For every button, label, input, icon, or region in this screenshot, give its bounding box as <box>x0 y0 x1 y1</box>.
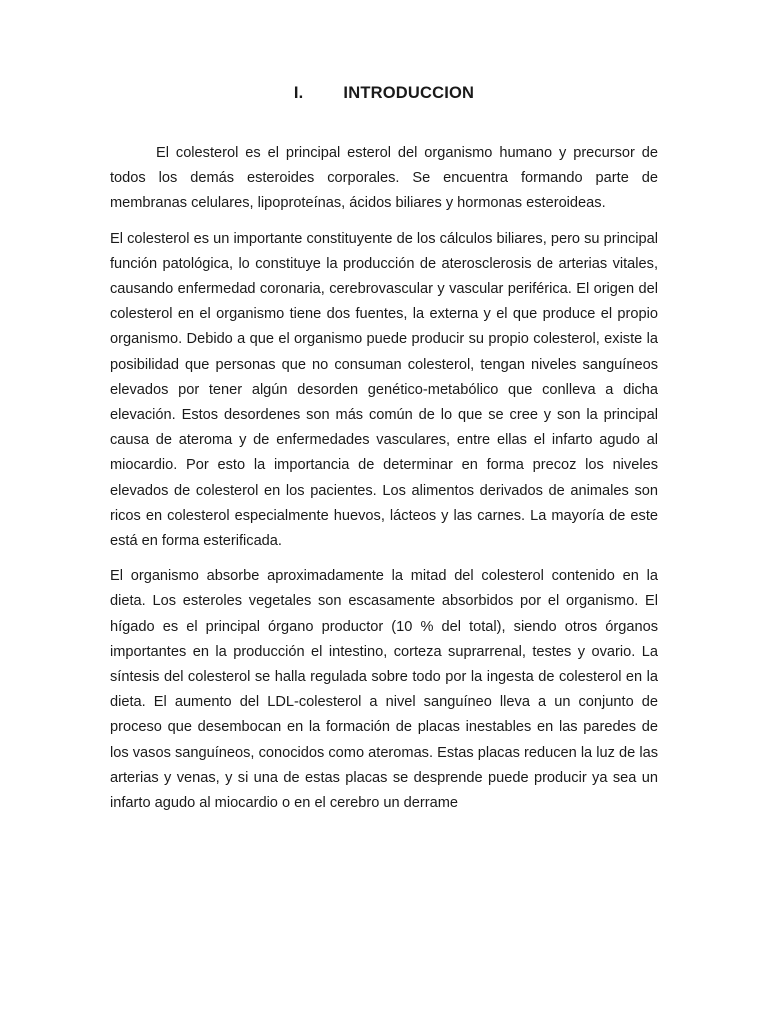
paragraph-1: El colesterol es el principal esterol del organismo humano y precursor de todos los demás esteroides corporales. Se encuentra formando parte de membranas celulares, lipoproteínas, ácidos biliares y hormonas esteroideas. <box>110 145 658 212</box>
section-number: I. <box>293 84 304 102</box>
section-title: INTRODUCCION <box>343 84 475 102</box>
paragraph-3: El organismo absorbe aproximadamente la mitad del colesterol contenido en la dieta. Los esteroles vegetales son escasamente absorbidos por el organismo. El hígado es el principal órgano productor (10 % del total), siendo otros órganos importantes en la producción el intestino, corteza suprarrenal, testes y ovario. La síntesis del colesterol se halla regulada sobre todo por la ingesta de colesterol en la dieta. El aumento del LDL-colesterol a nivel sanguíneo lleva a un conjunto de proceso que desembocan en la formación de placas inestables en las paredes de los vasos sanguíneos, conocidos como ateromas. Estas placas reducen la luz de las arterias y venas, y si una de estas placas se desprende puede producir ya sea un infarto agudo al miocardio o en el cerebro un derrame <box>110 568 658 812</box>
section-heading <box>0 84 768 103</box>
paragraph-2: El colesterol es un importante constituyente de los cálculos biliares, pero su principal función patológica, lo constituye la producción de aterosclerosis de arterias vitales, causando enfermedad coronaria, cerebrovascular y vascular periférica. El origen del colesterol en el organismo tiene dos fuentes, la externa y el que produce el propio organismo. Debido a que el organismo puede producir su propio colesterol, existe la posibilidad que personas que no consuman colesterol, tengan niveles sanguíneos elevados por tener algún desorden genético-metabólico que conlleva a dicha elevación. Estos desordenes son más común de lo que se cree y son la principal causa de ateroma y de enfermedades vasculares, entre ellas el infarto agudo al miocardio. Por esto la importancia de determinar en forma precoz los niveles elevados de colesterol en los pacientes. Los alimentos derivados de animales son ricos en colesterol especialmente huevos, lácteos y las carnes. La mayoría de este está en forma esterificada. <box>110 230 658 550</box>
body-text <box>110 141 658 826</box>
